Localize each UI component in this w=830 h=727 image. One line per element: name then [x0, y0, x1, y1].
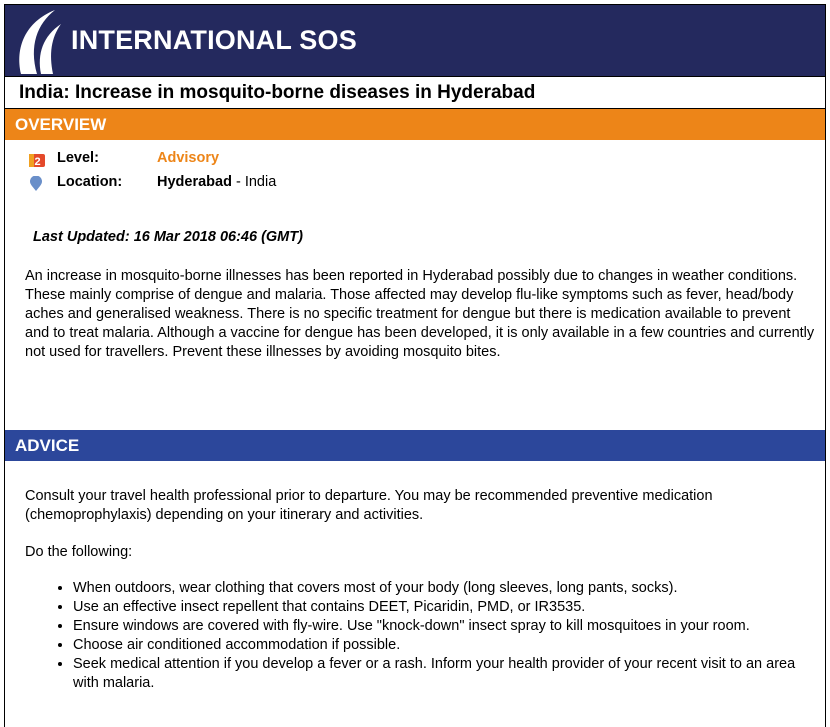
advice-heading: ADVICE [15, 435, 80, 455]
list-item: • When outdoors, wear clothing that covers most of your body (long sleeves, long pants, socks). [73, 579, 817, 598]
advice-section-header [5, 430, 825, 461]
brand-name: INTERNATIONAL SOS [71, 25, 357, 55]
location-value [157, 174, 276, 190]
last-updated: Last Updated: 16 Mar 2018 06:46 (GMT) [33, 229, 303, 245]
location-label: Location: [57, 174, 123, 190]
alert-title: India: Increase in mosquito-borne diseases in Hyderabad [19, 81, 536, 103]
list-item: • Ensure windows are covered with fly-wire. Use "knock-down" insect spray to kill mosquitoes in your room. [73, 617, 817, 636]
list-item: • Choose air conditioned accommodation if possible. [73, 636, 817, 655]
location-city: Hyderabad [157, 174, 232, 190]
overview-summary: An increase in mosquito-borne illnesses has been reported in Hyderabad possibly due to changes in weather conditions. These mainly comprise of dengue and malaria. Those affected may develop flu-like symptoms such as fever, head/body aches and generalised weakness. There is no specific treatment for dengue but there is medication available to prevent and to treat malaria. Although a vaccine for dengue has been developed, it is only available in a few countries and currently not used for travellers. Prevent these illnesses by avoiding mosquito bites. [25, 268, 815, 360]
advice-lead: Do the following: [25, 544, 133, 560]
level-label: Level: [57, 150, 99, 166]
location-country: - India [231, 174, 277, 190]
level-2-badge-icon [29, 152, 45, 168]
list-item: • Seek medical attention if you develop a fever or a rash. Inform your health provider of your recent visit to an area with malaria. [73, 655, 817, 693]
list-item: • Use an effective insect repellent that contains DEET, Picaridin, PMD, or IR3535. [73, 598, 817, 617]
alert-title-row [5, 76, 825, 109]
alert-document [4, 4, 826, 727]
advice-intro: Consult your travel health professional prior to departure. You may be recommended preventive medication (chemoprophylaxis) depending on your itinerary and activities. [25, 488, 713, 523]
level-value: Advisory [157, 150, 220, 166]
level-row [5, 148, 825, 172]
map-pin-icon [29, 176, 43, 192]
alert-meta [5, 148, 825, 196]
location-row [5, 172, 825, 196]
overview-section-header [5, 109, 825, 140]
advice-list [25, 579, 817, 693]
overview-heading: OVERVIEW [15, 114, 107, 134]
sos-swoosh-logo-icon [11, 8, 75, 76]
svg-text:2: 2 [34, 156, 41, 168]
brand-header [5, 5, 825, 76]
